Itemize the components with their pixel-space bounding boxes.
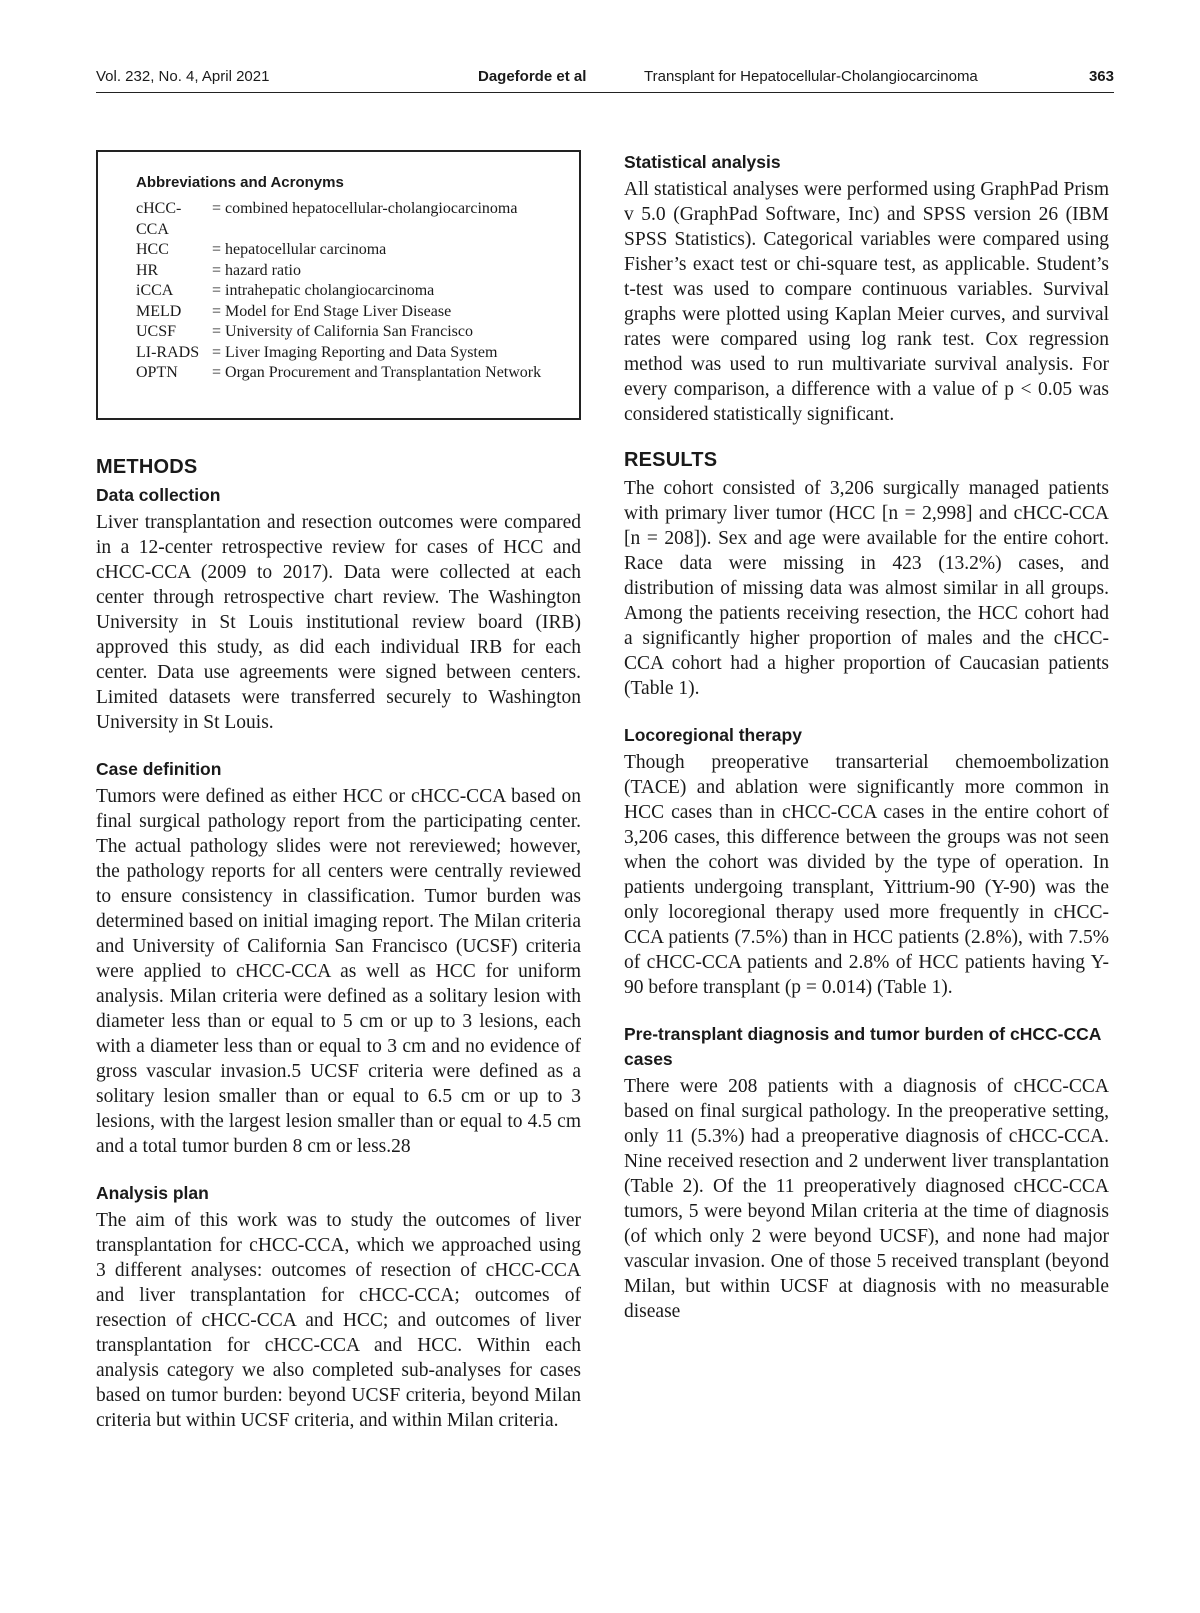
locoregional-heading: Locoregional therapy — [624, 725, 802, 745]
abbreviation-definition: = University of California San Francisco — [212, 323, 473, 340]
abbreviation-term: HR — [136, 261, 159, 279]
data-collection-heading: Data collection — [96, 485, 221, 505]
abbreviation-term: iCCA — [136, 282, 174, 299]
abbreviation-row — [136, 199, 567, 240]
case-definition-heading: Case definition — [96, 759, 222, 779]
pretransplant-text: There were 208 patients with a diagnosis of cHCC-CCA based on final surgical pathology. In the preoperative setting, only 11 (5.3%) had a preoperative diagnosis of cHCC-CCA. Nine received resection and 2 underwent liver transplantation (Table 2). Of the 11 preoperatively diagnosed cHCC-CCA tumors, 5 were beyond Milan criteria at the time of diagnosis (of which only 2 were beyond UCSF), and none had major vascular invasion. One of those 5 received transplant (beyond Milan, but within UCSF at diagnosis with no measurable disease — [624, 1076, 1109, 1322]
journal-volume: Vol. 232, No. 4, April 2021 — [96, 68, 270, 85]
abbreviation-row — [136, 240, 567, 261]
results-heading: RESULTS — [624, 449, 718, 471]
right-column — [624, 150, 1109, 1346]
abbreviations-box — [96, 150, 581, 420]
data-collection-text: Liver transplantation and resection outcomes were compared in a 12-center retrospective review for cases of HCC and cHCC-CCA (2009 to 2017). Data were collected at each center through retrospective chart review. The Washington University in St Louis institutional review board (IRB) approved this study, as did each individual IRB for each center. Data use agreements were signed between centers. Limited datasets were transferred securely to Washington University in St Louis. — [96, 512, 581, 733]
running-authors: Dageforde et al — [478, 68, 587, 85]
abbreviation-term: LI-RADS — [136, 343, 200, 361]
abbreviation-term: MELD — [136, 302, 182, 320]
abbreviation-definition: = Model for End Stage Liver Disease — [212, 302, 452, 320]
running-header — [96, 66, 1114, 93]
analysis-plan-text: The aim of this work was to study the outcomes of liver transplantation for cHCC-CCA, which we approached using 3 different analyses: outcomes of resection of cHCC-CCA and liver transplantation for cHCC-CCA; outcomes of resection of cHCC-CCA and HCC; and outcomes of liver transplantation for cHCC-CCA and HCC. Within each analysis category we also completed sub-analyses for cases based on tumor burden: beyond UCSF criteria, beyond Milan criteria but within UCSF criteria, and within Milan criteria. — [96, 1210, 581, 1431]
abbreviation-definition: = hazard ratio — [212, 261, 301, 279]
abbreviation-term: UCSF — [136, 323, 177, 340]
running-title: Transplant for Hepatocellular-Cholangiocarcinoma — [644, 68, 978, 85]
page-number: 363 — [1088, 68, 1114, 85]
case-definition-text: Tumors were defined as either HCC or cHCC-CCA based on final surgical pathology report from the participating center. The actual pathology slides were not rereviewed; however, the pathology reports for all centers were centrally reviewed to ensure consistency in classification. Tumor burden was determined based on initial imaging report. The Milan criteria and University of California San Francisco (UCSF) criteria were applied to cHCC-CCA as well as HCC for uniform analysis. Milan criteria were defined as a solitary lesion with diameter less than or equal to 5 cm or up to 3 lesions, each with a diameter less than or equal to 3 cm and no evidence of gross vascular invasion.5 UCSF criteria were defined as a solitary lesion smaller than or equal to 6.5 cm or up to 3 lesions, with the largest lesion smaller than or equal to 4.5 cm and a total tumor burden 8 cm or less.28 — [96, 786, 581, 1157]
abbreviation-row — [136, 363, 567, 384]
left-column — [96, 150, 581, 1455]
locoregional-text: Though preoperative transarterial chemoembolization (TACE) and ablation were significantly more common in HCC cases than in cHCC-CCA cases in the entire cohort of 3,206 cases, this difference between the groups was not seen when the cohort was divided by the type of operation. In patients undergoing transplant, Yittrium-90 (Y-90) was the only locoregional therapy used more frequently in cHCC-CCA patients (7.5%) than in HCC patients (2.8%), with 7.5% of cHCC-CCA patients and 2.8% of HCC patients having Y-90 before transplant (p = 0.014) (Table 1). — [624, 752, 1109, 998]
abbreviation-row — [136, 322, 567, 343]
methods-heading: METHODS — [96, 456, 198, 478]
statistical-analysis-heading: Statistical analysis — [624, 152, 781, 172]
abbreviation-definition: = Liver Imaging Reporting and Data System — [212, 343, 498, 361]
abbreviation-term: OPTN — [136, 364, 178, 381]
abbreviation-definition: = intrahepatic cholangiocarcinoma — [212, 282, 435, 299]
analysis-plan-heading: Analysis plan — [96, 1183, 209, 1203]
abbreviations-title: Abbreviations and Acronyms — [136, 174, 344, 191]
abbreviation-row — [136, 261, 567, 282]
abbreviation-definition: = Organ Procurement and Transplantation Network — [212, 364, 542, 381]
abbreviation-term: HCC — [136, 241, 169, 258]
abbreviation-row — [136, 281, 567, 302]
statistical-analysis-text: All statistical analyses were performed using GraphPad Prism v 5.0 (GraphPad Software, Inc) and SPSS version 26 (IBM SPSS Statistics). Categorical variables were compared using Fisher’s exact test or chi-square test, as applicable. Student’s t-test was used to compare continuous variables. Survival graphs were plotted using Kaplan Meier curves, and survival rates were compared using log rank test. Cox regression method was used to run multivariate survival analysis. For every comparison, a difference with a value of p < 0.05 was considered statistically significant. — [624, 179, 1109, 425]
results-intro-text: The cohort consisted of 3,206 surgically managed patients with primary liver tumor (HCC [n = 2,998] and cHCC-CCA [n = 208]). Sex and age were available for the entire cohort. Race data were missing in 423 (13.2%) cases, and distribution of missing data was almost similar in all groups. Among the patients receiving resection, the HCC cohort had a significantly higher proportion of males and the cHCC-CCA cohort had a higher proportion of Caucasian patients (Table 1). — [624, 478, 1109, 699]
abbreviation-row — [136, 343, 567, 364]
abbreviation-term: cHCC-CCA — [136, 200, 182, 238]
abbreviation-row — [136, 302, 567, 323]
abbreviation-definition: = hepatocellular carcinoma — [212, 241, 387, 258]
abbreviation-definition: = combined hepatocellular-cholangiocarcinoma — [212, 200, 518, 217]
pretransplant-heading: Pre-transplant diagnosis and tumor burden of cHCC-CCA cases — [624, 1024, 1101, 1069]
